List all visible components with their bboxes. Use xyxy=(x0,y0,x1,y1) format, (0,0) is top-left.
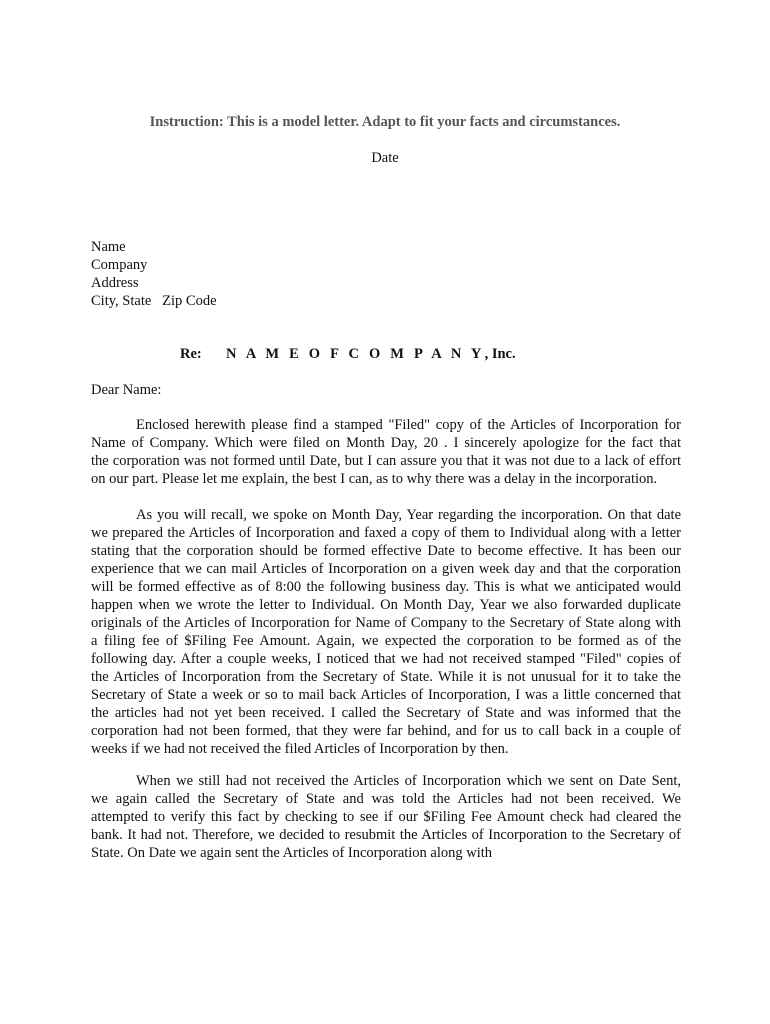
reference-company-name: N A M E O F C O M P A N Y xyxy=(226,346,485,362)
recipient-address: Address xyxy=(91,275,139,291)
paragraph-line: originals of the Articles of Incorporation for Name of Company to the Secretary of State along with xyxy=(91,615,681,631)
reference-label: Re: xyxy=(180,346,202,362)
paragraph-line: experience that we can mail Articles of Incorporation on a given week day and that the corporation xyxy=(91,561,681,577)
paragraph-line: the corporation was not formed until Date, but I can assure you that it was not due to a lack of effort xyxy=(91,453,681,469)
paragraph-line: happen when we wrote the letter to Individual. On Month Day, Year we also forwarded duplicate xyxy=(91,597,681,613)
paragraph-line: Secretary of State a week or so to mail back Articles of Incorporation, I was a little concerned that xyxy=(91,687,681,703)
paragraph-line: bank. It had not. Therefore, we decided to resubmit the Articles of Incorporation to the Secretary of xyxy=(91,827,681,843)
paragraph-line: following day. After a couple weeks, I noticed that we had not received stamped "Filed" copies of xyxy=(91,651,681,667)
paragraph-line: stating that the corporation should be formed effective Date to become effective. It has been our xyxy=(91,543,681,559)
instruction-heading: Instruction: This is a model letter. Adapt to fit your facts and circumstances. xyxy=(149,114,621,130)
paragraph-line: we prepared the Articles of Incorporation and faxed a copy of them to Individual along with a letter xyxy=(91,525,681,541)
paragraph-line: weeks if we had not received the filed Articles of Incorporation by then. xyxy=(91,741,509,757)
paragraph-line: the articles had not yet been received. I called the Secretary of State and was informed that the xyxy=(91,705,681,721)
paragraph-line: a filing fee of $Filing Fee Amount. Again, we expected the corporation to be formed as of the xyxy=(91,633,681,649)
paragraph-line: the Articles of Incorporation from the Secretary of State. While it is not unusual for it to take the xyxy=(91,669,681,685)
paragraph-line: State. On Date we again sent the Articles of Incorporation along with xyxy=(91,845,493,861)
body-paragraph-2 xyxy=(91,506,681,758)
paragraph-line: When we still had not received the Articles of Incorporation which we sent on Date Sent, xyxy=(136,773,681,789)
letter-date: Date xyxy=(371,150,399,166)
body-paragraph-3 xyxy=(91,772,681,862)
paragraph-line: will be formed effective as of 8:00 the following business day. This is what we anticipated would xyxy=(91,579,681,595)
paragraph-line: on our part. Please let me explain, the best I can, as to why there was a delay in the incorporation. xyxy=(91,471,658,487)
paragraph-line: As you will recall, we spoke on Month Day, Year regarding the incorporation. On that date xyxy=(136,507,681,523)
recipient-address-block xyxy=(91,238,217,310)
paragraph-line: corporation had not been formed, that they were far behind, and for us to call back in a couple of xyxy=(91,723,681,739)
body-paragraph-1 xyxy=(91,416,681,488)
paragraph-line: attempted to verify this fact by checking to see if our $Filing Fee Amount check had cleared the xyxy=(91,809,681,825)
salutation: Dear Name: xyxy=(91,382,162,398)
paragraph-line: Name of Company. Which were filed on Month Day, 20 . I sincerely apologize for the fact that xyxy=(91,435,681,451)
recipient-city-state-zip: City, State Zip Code xyxy=(91,293,217,309)
reference-company-suffix: , Inc. xyxy=(484,346,516,362)
recipient-name: Name xyxy=(91,239,126,255)
reference-line xyxy=(180,346,516,363)
paragraph-line: we again called the Secretary of State and was told the Articles had not been received. We xyxy=(91,791,681,807)
paragraph-line: Enclosed herewith please find a stamped "Filed" copy of the Articles of Incorporation for xyxy=(136,417,681,433)
recipient-company: Company xyxy=(91,257,148,273)
